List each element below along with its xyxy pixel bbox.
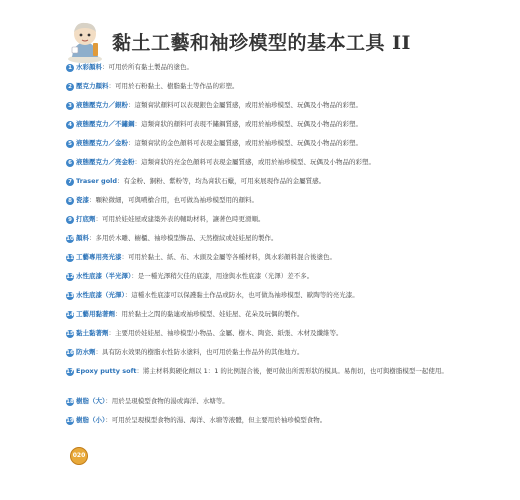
item-term: 顏料: [76, 234, 89, 242]
page-header: [64, 18, 411, 64]
list-item: [66, 309, 471, 320]
list-item: [66, 328, 471, 339]
item-term: 液態壓克力／銀粉: [76, 101, 128, 109]
list-item: [66, 119, 471, 130]
item-number: 3: [66, 102, 74, 110]
item-term: 液態壓克力／金粉: [76, 139, 128, 147]
item-number: 11: [66, 255, 74, 261]
item-description: ：將主材料與硬化劑以 1：1 的比例混合後，便可做出所需形狀的模具。易削切，也可與樹脂模型一起使用。: [136, 367, 448, 375]
item-term: 水彩顏料: [76, 63, 102, 71]
item-description: ：可用於所有黏土製品的塗色。: [102, 63, 193, 71]
item-number: 10: [66, 236, 74, 242]
item-description: ：多用於木雕、櫥櫃、袖珍模型飾品、天然樹紋或娃娃屋的製作。: [89, 234, 278, 242]
list-item: [66, 271, 471, 282]
list-item: [66, 290, 471, 301]
list-item: [66, 233, 471, 244]
item-term: 瓷漆: [76, 196, 89, 204]
item-number: 1: [66, 64, 74, 72]
item-term: 工藝專用亮光漆: [76, 253, 122, 261]
list-item: [66, 252, 471, 263]
item-term: 防水劑: [76, 348, 96, 356]
item-term: 液態壓克力／不鏽鋼: [76, 120, 135, 128]
item-description: ：這類膏狀的顏料可表現不鏽鋼質感，或用於袖珍模型、玩偶及小物品的彩塑。: [134, 120, 362, 128]
item-description: ：主要用於娃娃屋、袖珍模型小物品、金屬、樹木、陶瓷、紙張、木材及纖維等。: [108, 329, 343, 337]
item-term: 水性底漆（半光澤）: [76, 272, 132, 280]
item-description: ：有金粉、銅粉、紫粉等，均為膏狀石蠟，可用來展現作品的金屬質感。: [117, 177, 326, 185]
item-number: 7: [66, 178, 74, 186]
list-item: [66, 157, 471, 168]
item-number: 4: [66, 121, 74, 129]
item-term: Traser gold: [76, 177, 118, 185]
list-item: [66, 176, 471, 187]
item-description: ：這類膏狀的亮金色顏料可表現金屬質感，或用於袖珍模型、玩偶及小物品的彩塑。: [134, 158, 375, 166]
list-item: [66, 100, 471, 111]
clay-figure-mascot-icon: [64, 19, 106, 63]
list-item: [66, 62, 471, 73]
item-number: 8: [66, 197, 74, 205]
item-term: 水性底漆（光澤）: [76, 291, 125, 299]
item-term: Epoxy putty soft: [76, 367, 137, 375]
item-description: ：可用於呈現模型食物的湯、海洋、水塘等液體，但主要用於袖珍模型食物。: [105, 416, 327, 424]
item-description: ：顆粒微細，可與噴槍合用，也可做為袖珍模型用的顏料。: [89, 196, 258, 204]
list-item: [66, 214, 471, 225]
list-item: [66, 415, 471, 426]
list-item: [66, 81, 471, 92]
item-number: 9: [66, 216, 74, 224]
item-term: 黏土黏著劑: [76, 329, 109, 337]
item-number: 15: [66, 331, 74, 337]
list-item: [66, 138, 471, 149]
item-number: 12: [66, 274, 74, 280]
item-term: 樹脂（大）: [76, 397, 106, 405]
item-term: 液態壓克力／亮金粉: [76, 158, 135, 166]
item-description: ：可用於娃娃屋或建築外表的輔助材料，讓著色時更滑順。: [95, 215, 265, 223]
item-description: ：可用於黏土、紙、布、木頭及金屬等各種材料，與水彩顏料混合後塗色。: [121, 253, 336, 261]
item-number: 6: [66, 159, 74, 167]
list-item: [66, 396, 471, 407]
item-term: 壓克力顏料: [76, 82, 109, 90]
item-description: ：這類膏狀顏料可以表現銀色金屬質感，或用於袖珍模型、玩偶及小物品的彩塑。: [128, 101, 362, 109]
item-term: 工藝用黏著劑: [76, 310, 115, 318]
item-description: ：具有防水效果的樹脂水性防水塗料，也可用於黏土作品外的其他地方。: [95, 348, 304, 356]
item-number: 14: [66, 312, 74, 318]
item-term: 打底劑: [76, 215, 96, 223]
item-description: ：是一種光澤稍欠佳的底漆，用途與水性底漆（光澤）差不多。: [131, 272, 314, 280]
page-number-badge: 020: [70, 447, 88, 465]
item-number: 2: [66, 83, 74, 91]
list-item: [66, 347, 471, 358]
item-number: 13: [66, 293, 74, 299]
item-number: 16: [66, 350, 74, 356]
list-item: [66, 195, 471, 206]
item-description: ：用於黏土之間的黏連或袖珍模型、娃娃屋、花朵及玩偶的製作。: [115, 310, 304, 318]
item-description: ：這種水性底漆可以保護黏土作品或防水，也可做為袖珍模型、歐陶等的亮光漆。: [124, 291, 359, 299]
item-description: ：可用於石粉黏土、樹脂黏土等作品的彩塑。: [108, 82, 239, 90]
item-description: ：用於呈現模型食物的湯或海洋、水塘等。: [105, 397, 229, 405]
page-title: 黏土工藝和袖珍模型的基本工具 II: [112, 31, 411, 54]
item-number: 5: [66, 140, 74, 148]
item-term: 樹脂（小）: [76, 416, 106, 424]
item-number: 19: [66, 418, 74, 424]
item-number: 18: [66, 399, 74, 405]
list-item: [66, 366, 471, 377]
item-description: ：這類膏狀的金色顏料可表現金屬質感，或用於袖珍模型、玩偶及小物品的彩塑。: [128, 139, 362, 147]
item-number: 17: [66, 369, 74, 375]
